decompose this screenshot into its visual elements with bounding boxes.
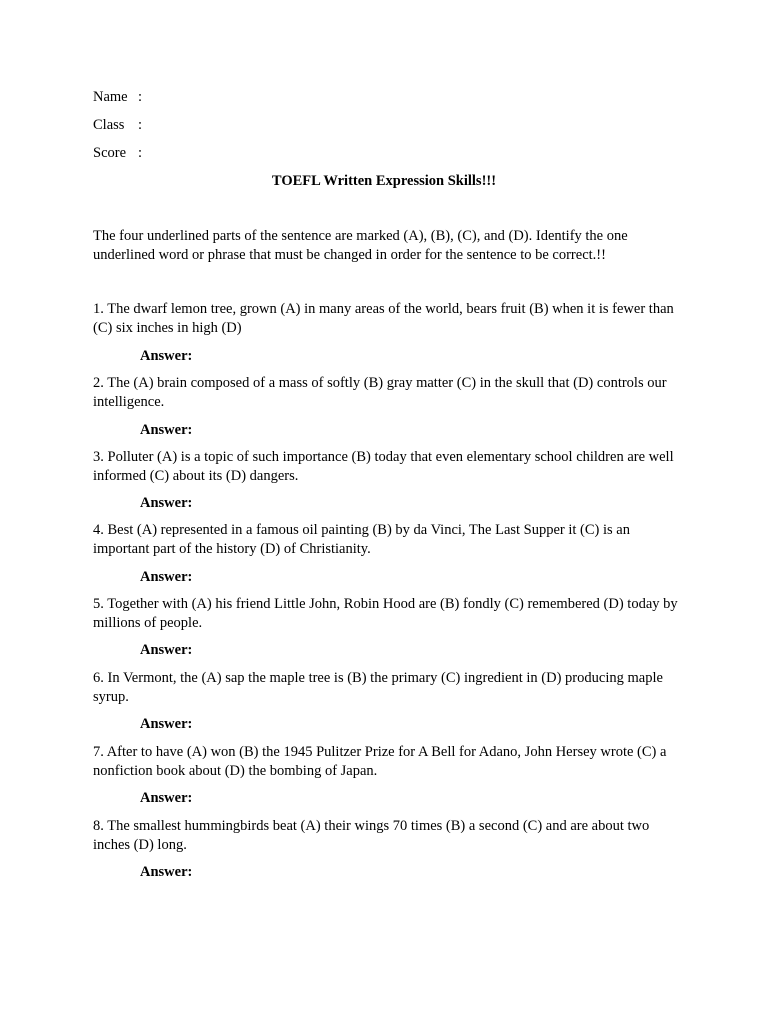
class-separator: : [138,117,143,133]
instructions-paragraph: The four underlined parts of the sentence are marked (A), (B), (C), and (D). Identify the one underlined word or phrase that must be changed in order for the sentence to be correct.!! [93,228,628,263]
answer-label-7: Answer: [140,790,193,806]
question-3: 3. Polluter (A) is a topic of such importance (B) today that even elementary school children are well informed (C) about its (D) dangers. [93,449,674,484]
document-title: TOEFL Written Expression Skills!!! [271,173,497,189]
answer-label-5: Answer: [140,642,193,658]
answer-label-1: Answer: [140,348,193,364]
name-label: Name [93,89,128,105]
answer-label-6: Answer: [140,716,193,732]
question-6: 6. In Vermont, the (A) sap the maple tree is (B) the primary (C) ingredient in (D) producing maple syrup. [93,670,663,705]
answer-label-2: Answer: [140,422,193,438]
score-separator: : [138,145,143,161]
question-2: 2. The (A) brain composed of a mass of softly (B) gray matter (C) in the skull that (D) controls our intelligence. [93,375,667,410]
question-1: 1. The dwarf lemon tree, grown (A) in many areas of the world, bears fruit (B) when it is fewer than (C) six inches in high (D) [93,301,674,336]
score-field [93,144,142,162]
question-4: 4. Best (A) represented in a famous oil painting (B) by da Vinci, The Last Supper it (C) is an important part of the history (D) of Christianity. [93,522,630,557]
name-field [93,88,142,106]
answer-label-4: Answer: [140,569,193,585]
answer-label-8: Answer: [140,864,193,880]
class-field [93,116,142,134]
question-8: 8. The smallest hummingbirds beat (A) their wings 70 times (B) a second (C) and are about two inches (D) long. [93,818,650,853]
answer-label-3: Answer: [140,495,193,511]
question-7: 7. After to have (A) won (B) the 1945 Pulitzer Prize for A Bell for Adano, John Hersey wrote (C) a nonfiction book about (D) the bombing of Japan. [93,744,667,779]
score-label: Score [93,145,127,161]
question-5: 5. Together with (A) his friend Little John, Robin Hood are (B) fondly (C) remembered (D) today by millions of people. [93,596,678,631]
class-label: Class [93,117,125,133]
name-separator: : [138,89,143,105]
